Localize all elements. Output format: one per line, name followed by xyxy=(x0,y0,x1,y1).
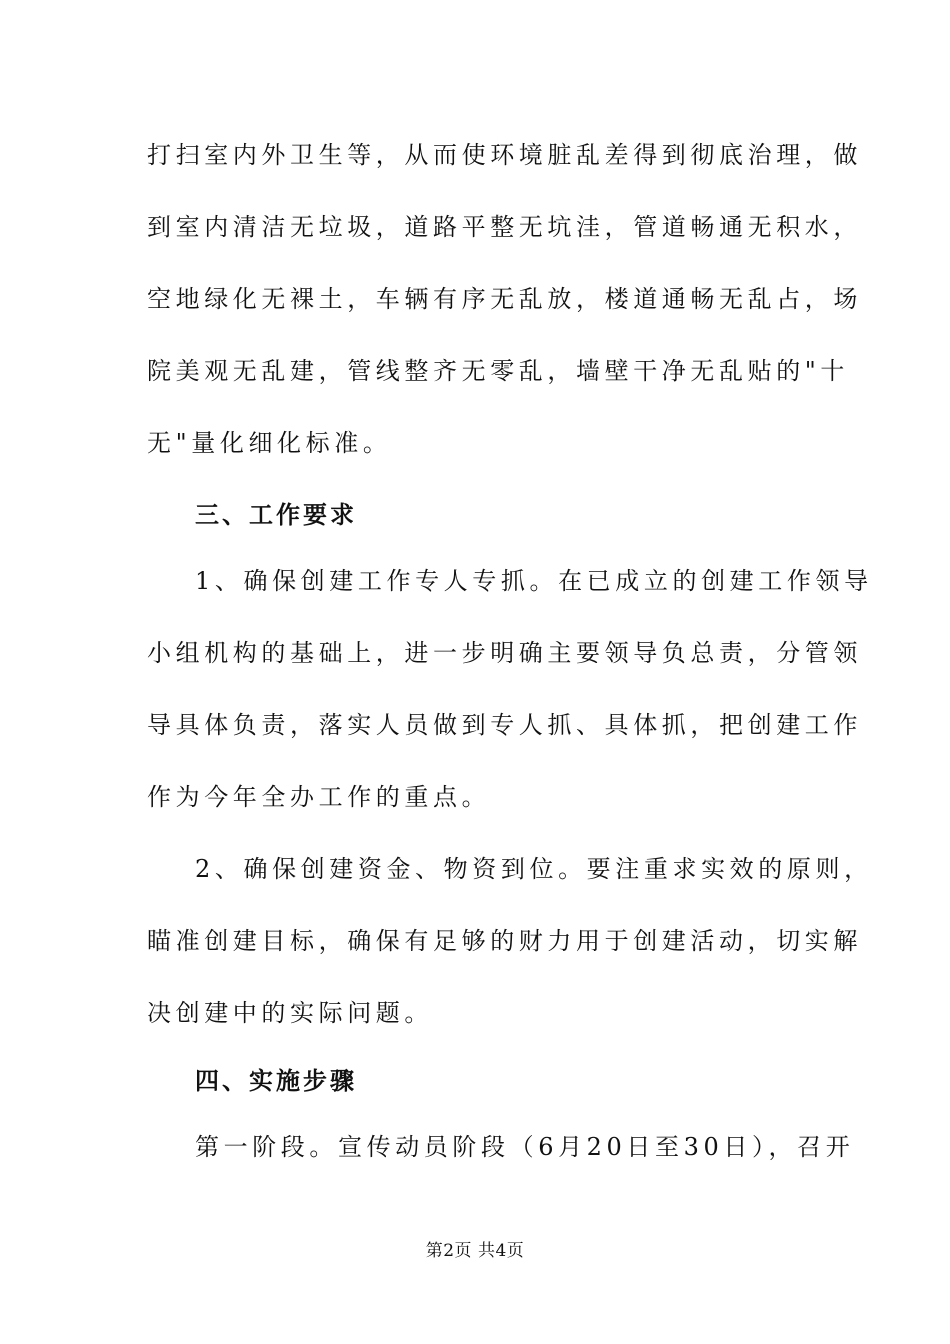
paragraph-line: 院美观无乱建，管线整齐无零乱，墙壁干净无乱贴的"十 xyxy=(147,357,850,385)
paragraph-line: 小组机构的基础上，进一步明确主要领导负总责，分管领 xyxy=(147,639,862,667)
paragraph-line: 作为今年全办工作的重点。 xyxy=(147,783,491,811)
paragraph-line: 决创建中的实际问题。 xyxy=(147,999,433,1027)
section-heading: 四、实施步骤 xyxy=(195,1067,357,1095)
paragraph-line: 空地绿化无裸土，车辆有序无乱放，楼道通畅无乱占，场 xyxy=(147,285,862,313)
paragraph-line: 瞄准创建目标，确保有足够的财力用于创建活动，切实解 xyxy=(147,927,862,955)
paragraph-line: 导具体负责，落实人员做到专人抓、具体抓，把创建工作 xyxy=(147,711,862,739)
paragraph-line: 到室内清洁无垃圾，道路平整无坑洼，管道畅通无积水， xyxy=(147,213,862,241)
paragraph-line: 第一阶段。宣传动员阶段（6月20日至30日），召开 xyxy=(195,1133,855,1161)
section-heading: 三、工作要求 xyxy=(195,501,357,529)
paragraph-line: 2、确保创建资金、物资到位。要注重求实效的原则， xyxy=(195,855,873,883)
paragraph-line: 1、确保创建工作专人专抓。在已成立的创建工作领导 xyxy=(195,567,873,595)
paragraph-line: 无"量化细化标准。 xyxy=(147,429,392,457)
page-footer: 第2页 共4页 xyxy=(425,1241,525,1261)
paragraph-line: 打扫室内外卫生等，从而使环境脏乱差得到彻底治理，做 xyxy=(147,141,862,169)
